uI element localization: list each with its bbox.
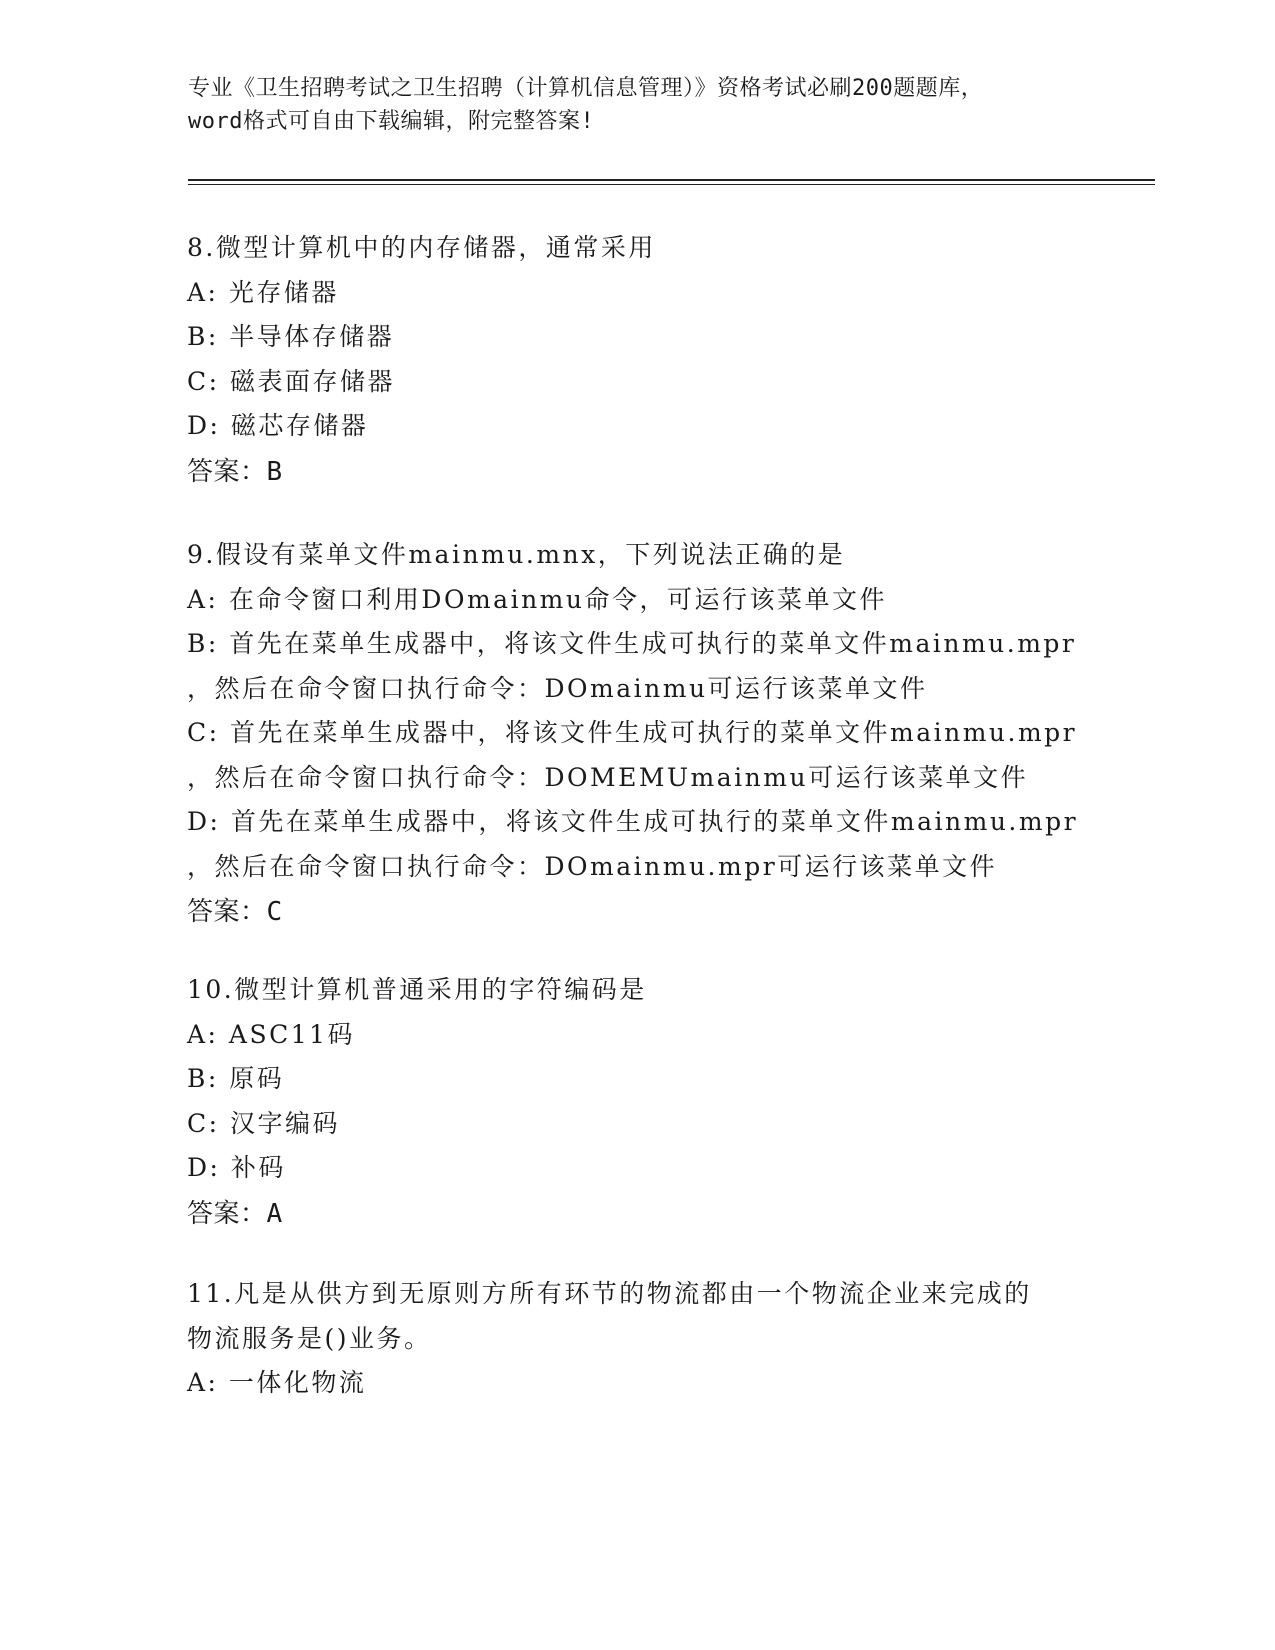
answer-line: 答案：A — [187, 1198, 283, 1229]
question-stem: 10.微型计算机普通采用的字符编码是 — [187, 975, 647, 1004]
option-line: B: 首先在菜单生成器中，将该文件生成可执行的菜单文件mainmu.mpr — [187, 629, 1077, 658]
option-line: B: 原码 — [187, 1064, 285, 1093]
option-line: A: 光存储器 — [187, 277, 339, 307]
option-line: ，然后在命令窗口执行命令：DOMEMUmainmu可运行该菜单文件 — [187, 762, 1029, 792]
answer-line: 答案：C — [187, 897, 283, 927]
option-line: B: 半导体存储器 — [187, 322, 395, 351]
option-line: ，然后在命令窗口执行命令：DOmainmu可运行该菜单文件 — [187, 673, 928, 703]
option-line: ，然后在命令窗口执行命令：DOmainmu.mpr可运行该菜单文件 — [187, 851, 998, 881]
question-stem: 9.假设有菜单文件mainmu.mnx，下列说法正确的是 — [187, 540, 846, 569]
option-line: C: 汉字编码 — [187, 1108, 340, 1138]
option-line: C: 磁表面存储器 — [187, 366, 395, 396]
question-stem: 11.凡是从供方到无原则方所有环节的物流都由一个物流企业来完成的 — [187, 1279, 1032, 1308]
option-line: D: 磁芯存储器 — [187, 411, 369, 440]
answer-line: 答案：B — [187, 456, 283, 487]
question-stem: 物流服务是()业务。 — [187, 1323, 432, 1353]
question-stem: 8.微型计算机中的内存储器，通常采用 — [187, 233, 656, 262]
option-line: D: 补码 — [187, 1153, 286, 1182]
option-line: D: 首先在菜单生成器中，将该文件生成可执行的菜单文件mainmu.mpr — [187, 807, 1079, 836]
header-line-2: word格式可自由下载编辑，附完整答案! — [188, 109, 595, 134]
header-divider-thin — [188, 184, 1155, 185]
document-header — [188, 72, 1088, 138]
option-line: C: 首先在菜单生成器中，将该文件生成可执行的菜单文件mainmu.mpr — [187, 718, 1078, 747]
option-line: A: ASC11码 — [187, 1019, 356, 1049]
option-line: A: 在命令窗口利用DOmainmu命令，可运行该菜单文件 — [187, 584, 887, 614]
option-line: A: 一体化物流 — [187, 1368, 367, 1397]
header-divider-thick — [188, 179, 1155, 181]
header-line-1: 专业《卫生招聘考试之卫生招聘（计算机信息管理）》资格考试必刷200题题库， — [188, 76, 984, 101]
